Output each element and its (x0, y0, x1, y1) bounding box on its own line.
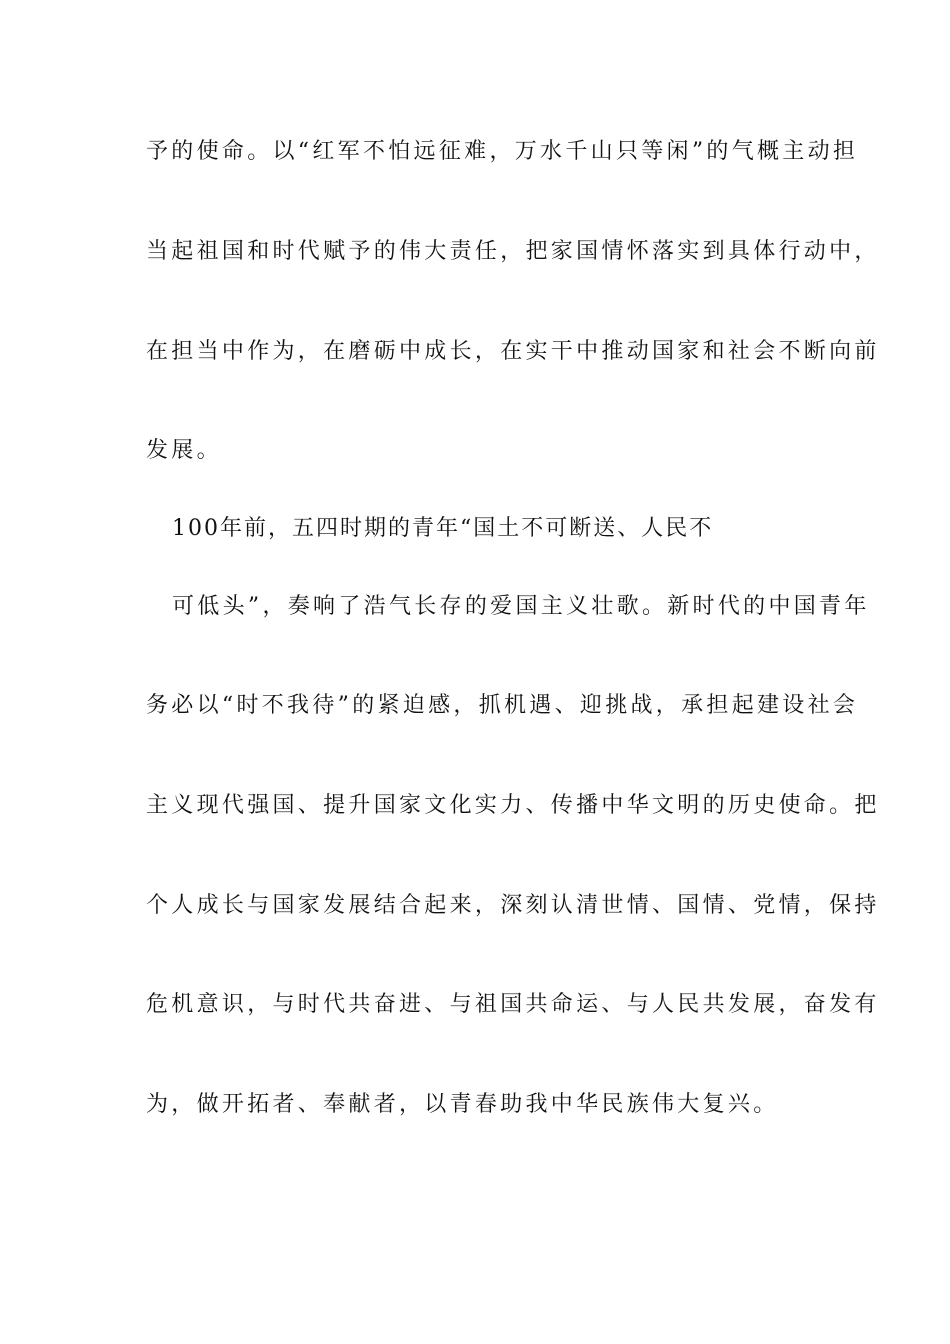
text-line-8: 主义现代强国、提升国家文化实力、传播中华文明的历史使命。把 (146, 793, 880, 818)
text-line-7: 务必以“时不我待”的紧迫感，抓机遇、迎挑战，承担起建设社会 (146, 693, 859, 718)
text-line-3: 在担当中作为，在磨砺中成长，在实干中推动国家和社会不断向前 (146, 339, 880, 364)
text-line-6: 可低头”，奏响了浩气长存的爱国主义壮歌。新时代的中国青年 (172, 594, 870, 619)
text-line-10: 危机意识，与时代共奋进、与祖国共命运、与人民共发展，奋发有 (146, 992, 880, 1017)
text-line-1: 予的使命。以“红军不怕远征难，万水千山只等闲”的气概主动担 (146, 139, 859, 164)
text-line-2: 当起祖国和时代赋予的伟大责任，把家国情怀落实到具体行动中， (146, 239, 880, 264)
text-line-9: 个人成长与国家发展结合起来，深刻认清世情、国情、党情，保持 (146, 893, 880, 918)
text-line-4: 发展。 (146, 438, 222, 463)
text-line-5: 100年前，五四时期的青年“国土不可断送、人民不 (172, 516, 714, 541)
text-line-11: 为，做开拓者、奉献者，以青春助我中华民族伟大复兴。 (146, 1092, 779, 1117)
